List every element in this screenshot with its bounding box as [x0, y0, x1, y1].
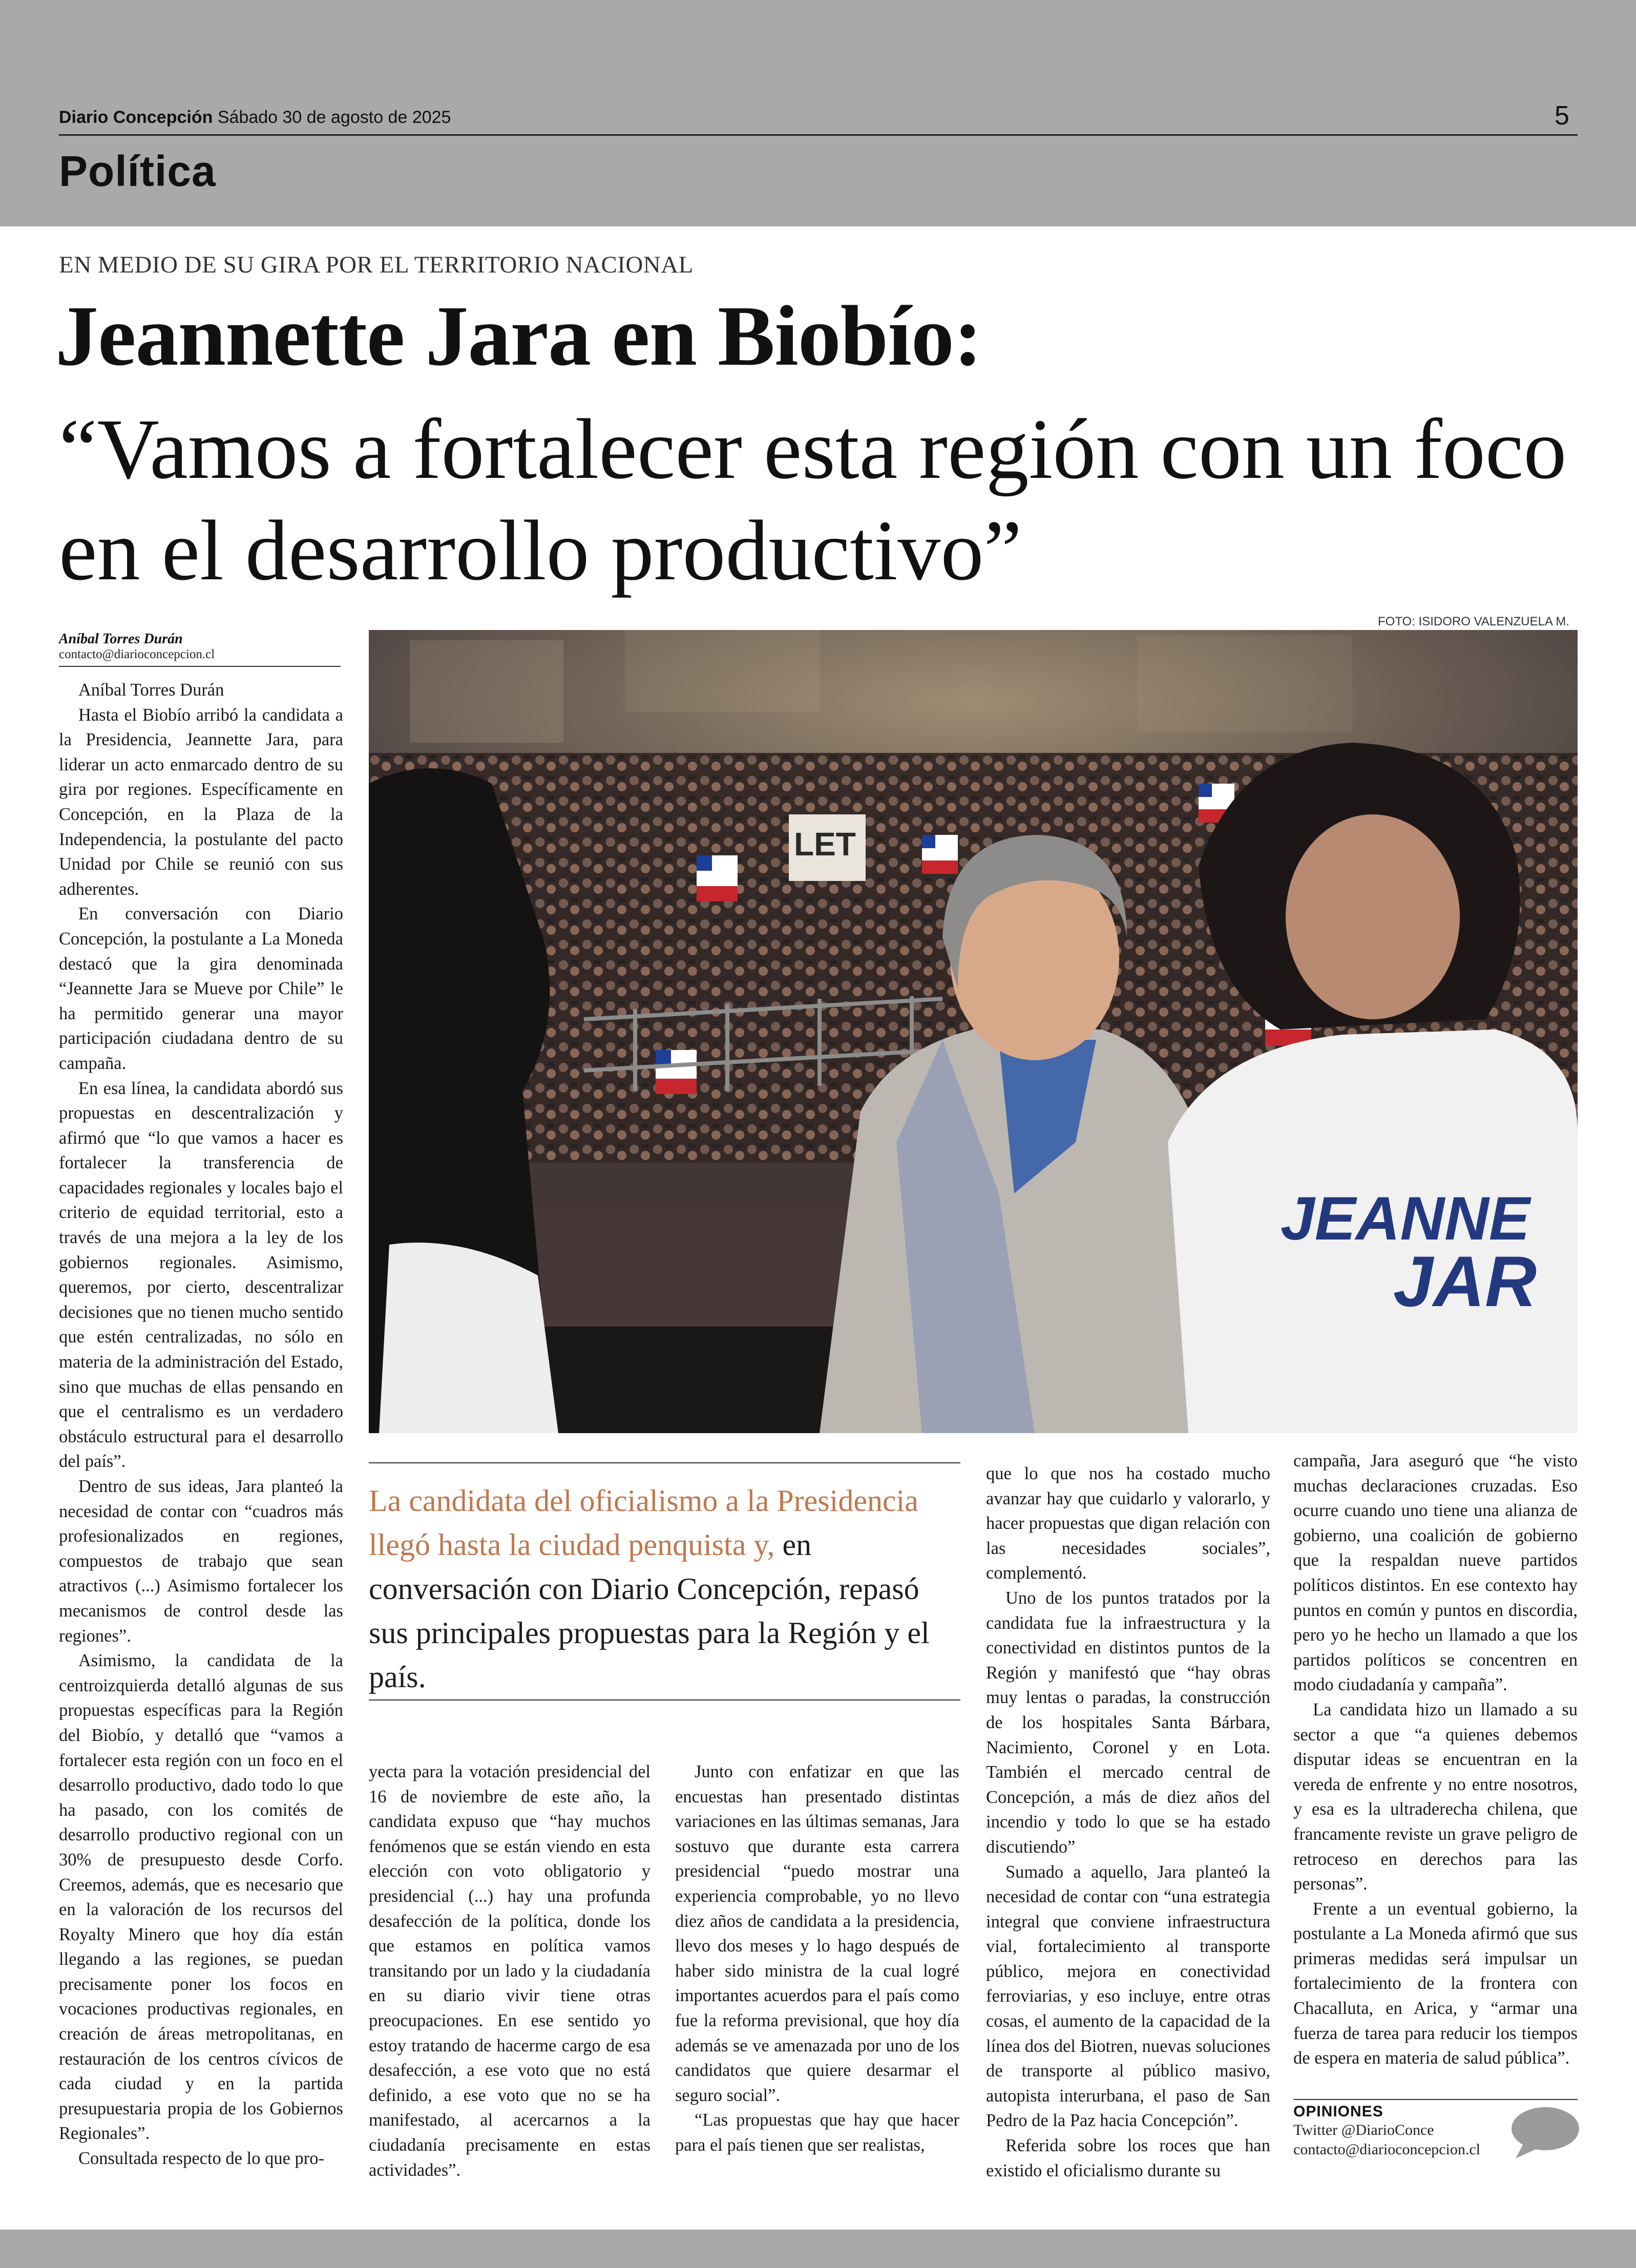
- paragraph: Junto con enfatizar en que las encuestas han presentado distintas variaciones en las últimas semanas, Jara sostuvo que durante esta carrera presidencial “puedo mostrar una experiencia comprobable, yo no llevo diez años de candidata a la presidencia, llevo dos meses y lo hago después de haber sido ministra de la cual logré importantes acuerdos para el país como fue la reforma previsional, que hoy día además se ve amenazada por uno de los candidatos que quiere desarmar el seguro social”.: [675, 1762, 959, 2105]
- paragraph: yecta para la votación presidencial del 16 de noviembre de este año, la candidata expuso que “hay muchos fenómenos que se están viendo en esta elección con voto obligatorio y presidencial (...) hay una profunda desafección de la política, donde los que estamos en política vamos transitando por un lado y la ciudadanía en su diario vivir tiene otras preocupaciones. En ese sentido yo estoy tratando de hacerme cargo de esa desafección, a ese voto que no está definido, a ese voto que no se ha manifestado, al acercarnos a la ciudadanía precisamente en estas actividades”.: [369, 1762, 651, 2180]
- paragraph: Asimismo, la candidata de la centroizquierda detalló algunas de sus propuestas específicas para la Región del Biobío, y detalló que “vamos a fortalecer esta región con un foco en el desarrollo productivo, dado todo lo que ha pasado, con los comités de desarrollo productivo regional con un 30% de presupuesto desde Corfo. Creemos, además, que es necesario que en la valoración de los recursos del Royalty Minero que hoy día están llegando a las regiones, se puedan precisamente poner los focos en vocaciones productivas regionales, en creación de áreas metropolitanas, en restauración de los centros cívicos de cada ciudad y en la partida presupuestaria propia de los Gobiernos Regionales”.: [59, 1651, 343, 2144]
- kicker: EN MEDIO DE SU GIRA POR EL TERRITORIO NACIONAL: [59, 251, 694, 278]
- sign-text: LET: [794, 826, 856, 863]
- photo-credit: FOTO: ISIDORO VALENZUELA M.: [1378, 615, 1569, 628]
- paragraph: La candidata hizo un llamado a su sector a que “a quienes debemos disputar ideas se encuentran en la vereda de enfrente y no entre nosotros, y esa es la ultraderecha chilena, que francamente reviste un grave peligro de retroceso en derechos para las personas”.: [1293, 1699, 1578, 1894]
- opiniones-label: OPINIONES: [1293, 2103, 1383, 2120]
- rally-photo-illustration: [369, 630, 1578, 1433]
- text-column-3: [675, 1759, 959, 2158]
- paragraph: Uno de los puntos tratados por la candidata fue la infraestructura y la conectividad en distintos puntos de la Región y manifestó que “hay obras muy lentas o paradas, la construcción de los hospitales Santa Bárbara, Nacimiento, Coronel y en Lota. También el mercado central de Concepción, a más de diez años del incendio y todo lo que se ha estado discutiendo”: [986, 1588, 1270, 1857]
- paragraph: Dentro de sus ideas, Jara planteó la necesidad de contar con “cuadros más profesionalizados en regiones, compuestos de trabajo que sean atractivos (...) Asimismo fortalecer los mecanismos de control desde las regiones”.: [59, 1477, 343, 1646]
- paragraph: Consultada respecto de lo que pro-: [78, 2149, 324, 2169]
- text-column-4: [986, 1461, 1270, 2183]
- shirt-text-line1: JEANNE: [1281, 1184, 1530, 1253]
- paragraph: campaña, Jara aseguró que “he visto muchas declaraciones cruzadas. Eso ocurre cuando uno tiene una alianza de gobierno, una coalición de gobierno que la respaldan nueve partidos políticos distintos. En ese contexto hay puntos en común y puntos en discordia, pero yo he hecho un llamado a que los partidos políticos se concentren en modo ciudadanía y campaña”.: [1293, 1451, 1578, 1695]
- author-email: contacto@diarioconcepcion.cl: [59, 647, 215, 661]
- author-name: Aníbal Torres Durán: [59, 631, 183, 647]
- paragraph: Sumado a aquello, Jara planteó la necesidad de contar con “una estrategia integral que conviene infraestructura vial, fortalecimiento al transporte público, mejora en conectividad ferroviarias, y eso incluye, entre otras cosas, el aumento de la capacidad de la línea dos del Biotren, nuevas soluciones de transporte al público masivo, autopista interurbana, el paso de San Pedro de la Paz hacia Concepción”.: [986, 1862, 1270, 2131]
- article-photo: [369, 630, 1578, 1433]
- paragraph: Referida sobre los roces que han existido el oficialismo durante su: [986, 2136, 1270, 2180]
- paragraph: “Las propuestas que hay que hacer para el país tienen que ser realistas,: [675, 2110, 959, 2155]
- paragraph: que lo que nos ha costado mucho avanzar hay que cuidarlo y valorarlo, y hacer propuestas que digan relación con las necesidades sociales”, complementó.: [986, 1464, 1270, 1583]
- paragraph: En esa línea, la candidata abordó sus propuestas en descentralización y afirmó que “lo que vamos a hacer es fortalecer la transferencia de capacidades regionales y locales bajo el criterio de equidad territorial, esto a través de una mejora a la ley de los gobiernos regionales. Asimismo, queremos, por cierto, descentralizar decisiones que no tienen mucho sentido que estén centralizadas, no sólo en materia de la administración del Estado, sino que muchas de ellas pensando en que el centralismo es un verdadero obstáculo estructural para el desarrollo del país”.: [59, 1078, 343, 1472]
- text-column-2: [369, 1759, 651, 2182]
- folio: [59, 108, 451, 128]
- section-title: Política: [59, 147, 216, 195]
- pull-quote-text: en conversación con Diario Concepción, repasó sus principales propuestas para la Región y el país.: [369, 1528, 930, 1694]
- subheadline: “Vamos a fortalecer esta región con un foco en el desarrollo productivo”: [59, 402, 1567, 598]
- shirt-text-line2: JAR: [1393, 1241, 1537, 1321]
- text-column-1: [59, 678, 343, 2171]
- byline: [59, 631, 341, 667]
- newspaper-name: Diario Concepción: [59, 108, 213, 127]
- issue-date: Sábado 30 de agosto de 2025: [217, 108, 451, 127]
- paragraph: Frente a un eventual gobierno, la postulante a La Moneda afirmó que sus primeras medidas será impulsar un fortalecimiento de la frontera con Chacalluta, en Arica, y “armar una fuerza de tarea para reducir los tiempos de espera en materia de salud pública”.: [1293, 1899, 1578, 2068]
- text-column-5: [1293, 1448, 1578, 2071]
- paragraph: Hasta el Biobío arribó la candidata a la Presidencia, Jeannette Jara, para liderar un acto enmarcado dentro de su gira por regiones. Específicamente en Concepción, en la Plaza de la Independencia, la postulante del pacto Unidad por Chile se reunió con sus adherentes.: [59, 705, 343, 899]
- footer-band: [0, 2230, 1636, 2268]
- speech-bubble-icon: [1508, 2105, 1580, 2161]
- opiniones-email: contacto@diarioconcepcion.cl: [1293, 2141, 1480, 2158]
- folio-rule: [59, 134, 1578, 136]
- paragraph: Aníbal Torres Durán: [78, 680, 224, 700]
- opiniones-twitter: Twitter @DiarioConce: [1293, 2122, 1434, 2138]
- pull-quote-highlight: La candidata del oficialismo a la Presidencia llegó hasta la ciudad penquista y,: [369, 1484, 918, 1562]
- page-number: 5: [1555, 101, 1569, 131]
- pull-quote: [369, 1462, 960, 1700]
- paragraph: En conversación con Diario Concepción, la postulante a La Moneda destacó que la gira denominada “Jeannette Jara se Mueve por Chile” le ha permitido generar una mayor participación ciudadana dentro de su campaña.: [59, 904, 343, 1073]
- headline: Jeannette Jara en Biobío:: [55, 288, 982, 384]
